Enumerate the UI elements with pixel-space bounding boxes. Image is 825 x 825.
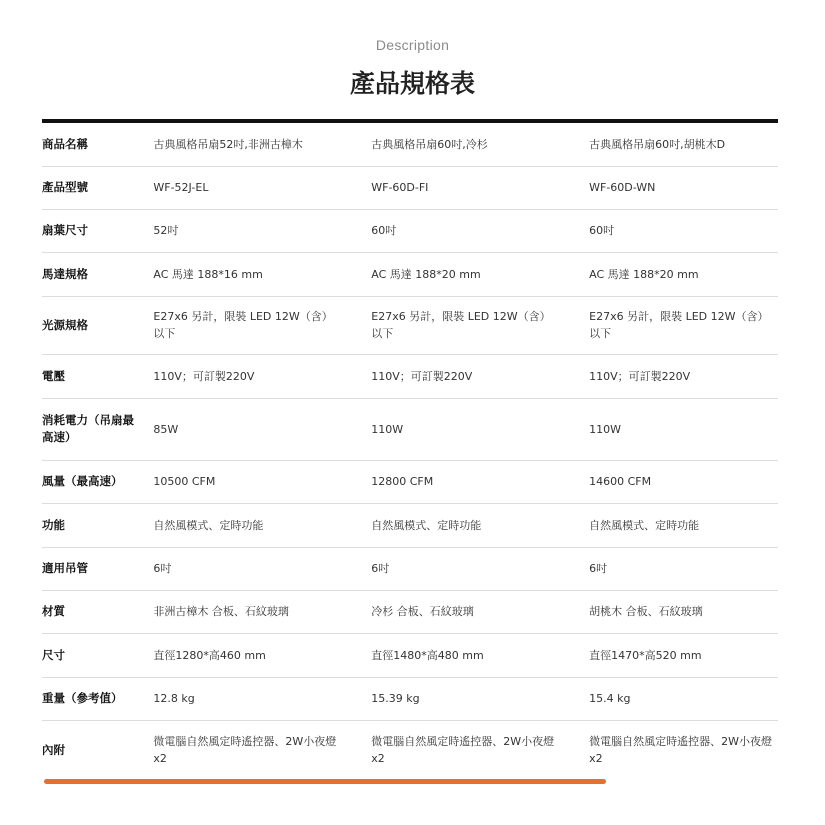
table-row — [42, 503, 778, 547]
row-value-col-2: 自然風模式、定時功能 — [354, 503, 572, 547]
row-label: 馬達規格 — [42, 252, 136, 296]
row-value-col-2: 15.39 kg — [354, 677, 572, 720]
row-value-col-2: 6吋 — [354, 547, 572, 590]
row-value-col-2: 冷杉 合板、石紋玻璃 — [354, 590, 572, 633]
table-row — [42, 252, 778, 296]
row-label: 功能 — [42, 503, 136, 547]
row-label: 尺寸 — [42, 633, 136, 677]
table-row — [42, 460, 778, 503]
row-value-col-1: E27x6 另計，限裝 LED 12W（含）以下 — [136, 296, 354, 354]
row-value-col-3: AC 馬達 188*20 mm — [572, 252, 778, 296]
row-value-col-1: 10500 CFM — [136, 460, 354, 503]
row-value-col-3: 自然風模式、定時功能 — [572, 503, 778, 547]
row-value-col-3: 胡桃木 合板、石紋玻璃 — [572, 590, 778, 633]
row-value-col-3: E27x6 另計，限裝 LED 12W（含）以下 — [572, 296, 778, 354]
row-value-col-1: 110V；可訂製220V — [136, 354, 354, 398]
page-title: 產品規格表 — [349, 69, 475, 98]
row-value-col-1: 微電腦自然風定時遙控器、2W小夜燈x2 — [153, 735, 337, 766]
row-label: 光源規格 — [42, 296, 136, 354]
row-label: 材質 — [42, 590, 136, 633]
row-value-col-1: 自然風模式、定時功能 — [136, 503, 354, 547]
table-row — [42, 296, 778, 354]
spec-table-body — [42, 123, 778, 780]
row-value-col-2: E27x6 另計，限裝 LED 12W（含）以下 — [354, 296, 572, 354]
row-value-col-1: WF-52J-EL — [136, 166, 354, 209]
row-label: 消耗電力（吊扇最高速） — [42, 398, 136, 460]
row-label: 產品型號 — [42, 166, 136, 209]
row-value-col-2: WF-60D-FI — [354, 166, 572, 209]
table-row — [42, 209, 778, 252]
row-value-col-2: AC 馬達 188*20 mm — [354, 252, 572, 296]
row-value-col-2: 60吋 — [354, 209, 572, 252]
row-value-col-3: WF-60D-WN — [572, 166, 778, 209]
row-value-col-1: 直徑1280*高460 mm — [136, 633, 354, 677]
row-value-col-2: 微電腦自然風定時遙控器、2W小夜燈x2 — [371, 735, 555, 766]
row-label: 扇葉尺寸 — [42, 209, 136, 252]
row-label: 適用吊管 — [42, 547, 136, 590]
row-value-col-1: 52吋 — [136, 209, 354, 252]
row-value-col-1: 6吋 — [136, 547, 354, 590]
table-row — [42, 677, 778, 720]
row-value-col-2: 12800 CFM — [354, 460, 572, 503]
row-value-col-3: 微電腦自然風定時遙控器、2W小夜燈x2 — [589, 735, 772, 766]
table-row — [42, 547, 778, 590]
table-row — [42, 633, 778, 677]
row-value-col-1: 非洲古樟木 合板、石紋玻璃 — [136, 590, 354, 633]
row-value-col-3: 14600 CFM — [572, 460, 778, 503]
row-value-col-3: 60吋 — [572, 209, 778, 252]
row-value-col-3: 直徑1470*高520 mm — [572, 633, 778, 677]
row-value-col-3: 110V；可訂製220V — [572, 354, 778, 398]
row-label: 風量（最高速） — [42, 460, 136, 503]
row-value-col-1: AC 馬達 188*16 mm — [136, 252, 354, 296]
table-row — [42, 166, 778, 209]
table-row — [42, 123, 778, 166]
row-value-col-3: 6吋 — [572, 547, 778, 590]
row-value-col-3: 古典風格吊扇60吋,胡桃木D — [572, 123, 778, 166]
table-row — [42, 398, 778, 460]
spec-table — [42, 123, 778, 780]
row-label: 重量（參考值） — [42, 677, 136, 720]
row-value-col-1: 85W — [136, 398, 354, 460]
row-value-col-3: 110W — [572, 398, 778, 460]
row-label: 內附 — [42, 742, 65, 757]
table-row — [42, 590, 778, 633]
row-value-col-1: 12.8 kg — [136, 677, 354, 720]
accent-scroll-bar — [44, 779, 606, 784]
table-row — [42, 354, 778, 398]
row-label: 商品名稱 — [42, 123, 136, 166]
row-value-col-2: 直徑1480*高480 mm — [354, 633, 572, 677]
row-value-col-3: 15.4 kg — [572, 677, 778, 720]
row-value-col-2: 110W — [354, 398, 572, 460]
row-value-col-2: 古典風格吊扇60吋,冷杉 — [354, 123, 572, 166]
row-value-col-1: 古典風格吊扇52吋,非洲古樟木 — [136, 123, 354, 166]
section-subtitle: Description — [375, 37, 450, 53]
row-value-col-2: 110V；可訂製220V — [354, 354, 572, 398]
row-label: 電壓 — [42, 354, 136, 398]
table-row — [42, 720, 778, 780]
